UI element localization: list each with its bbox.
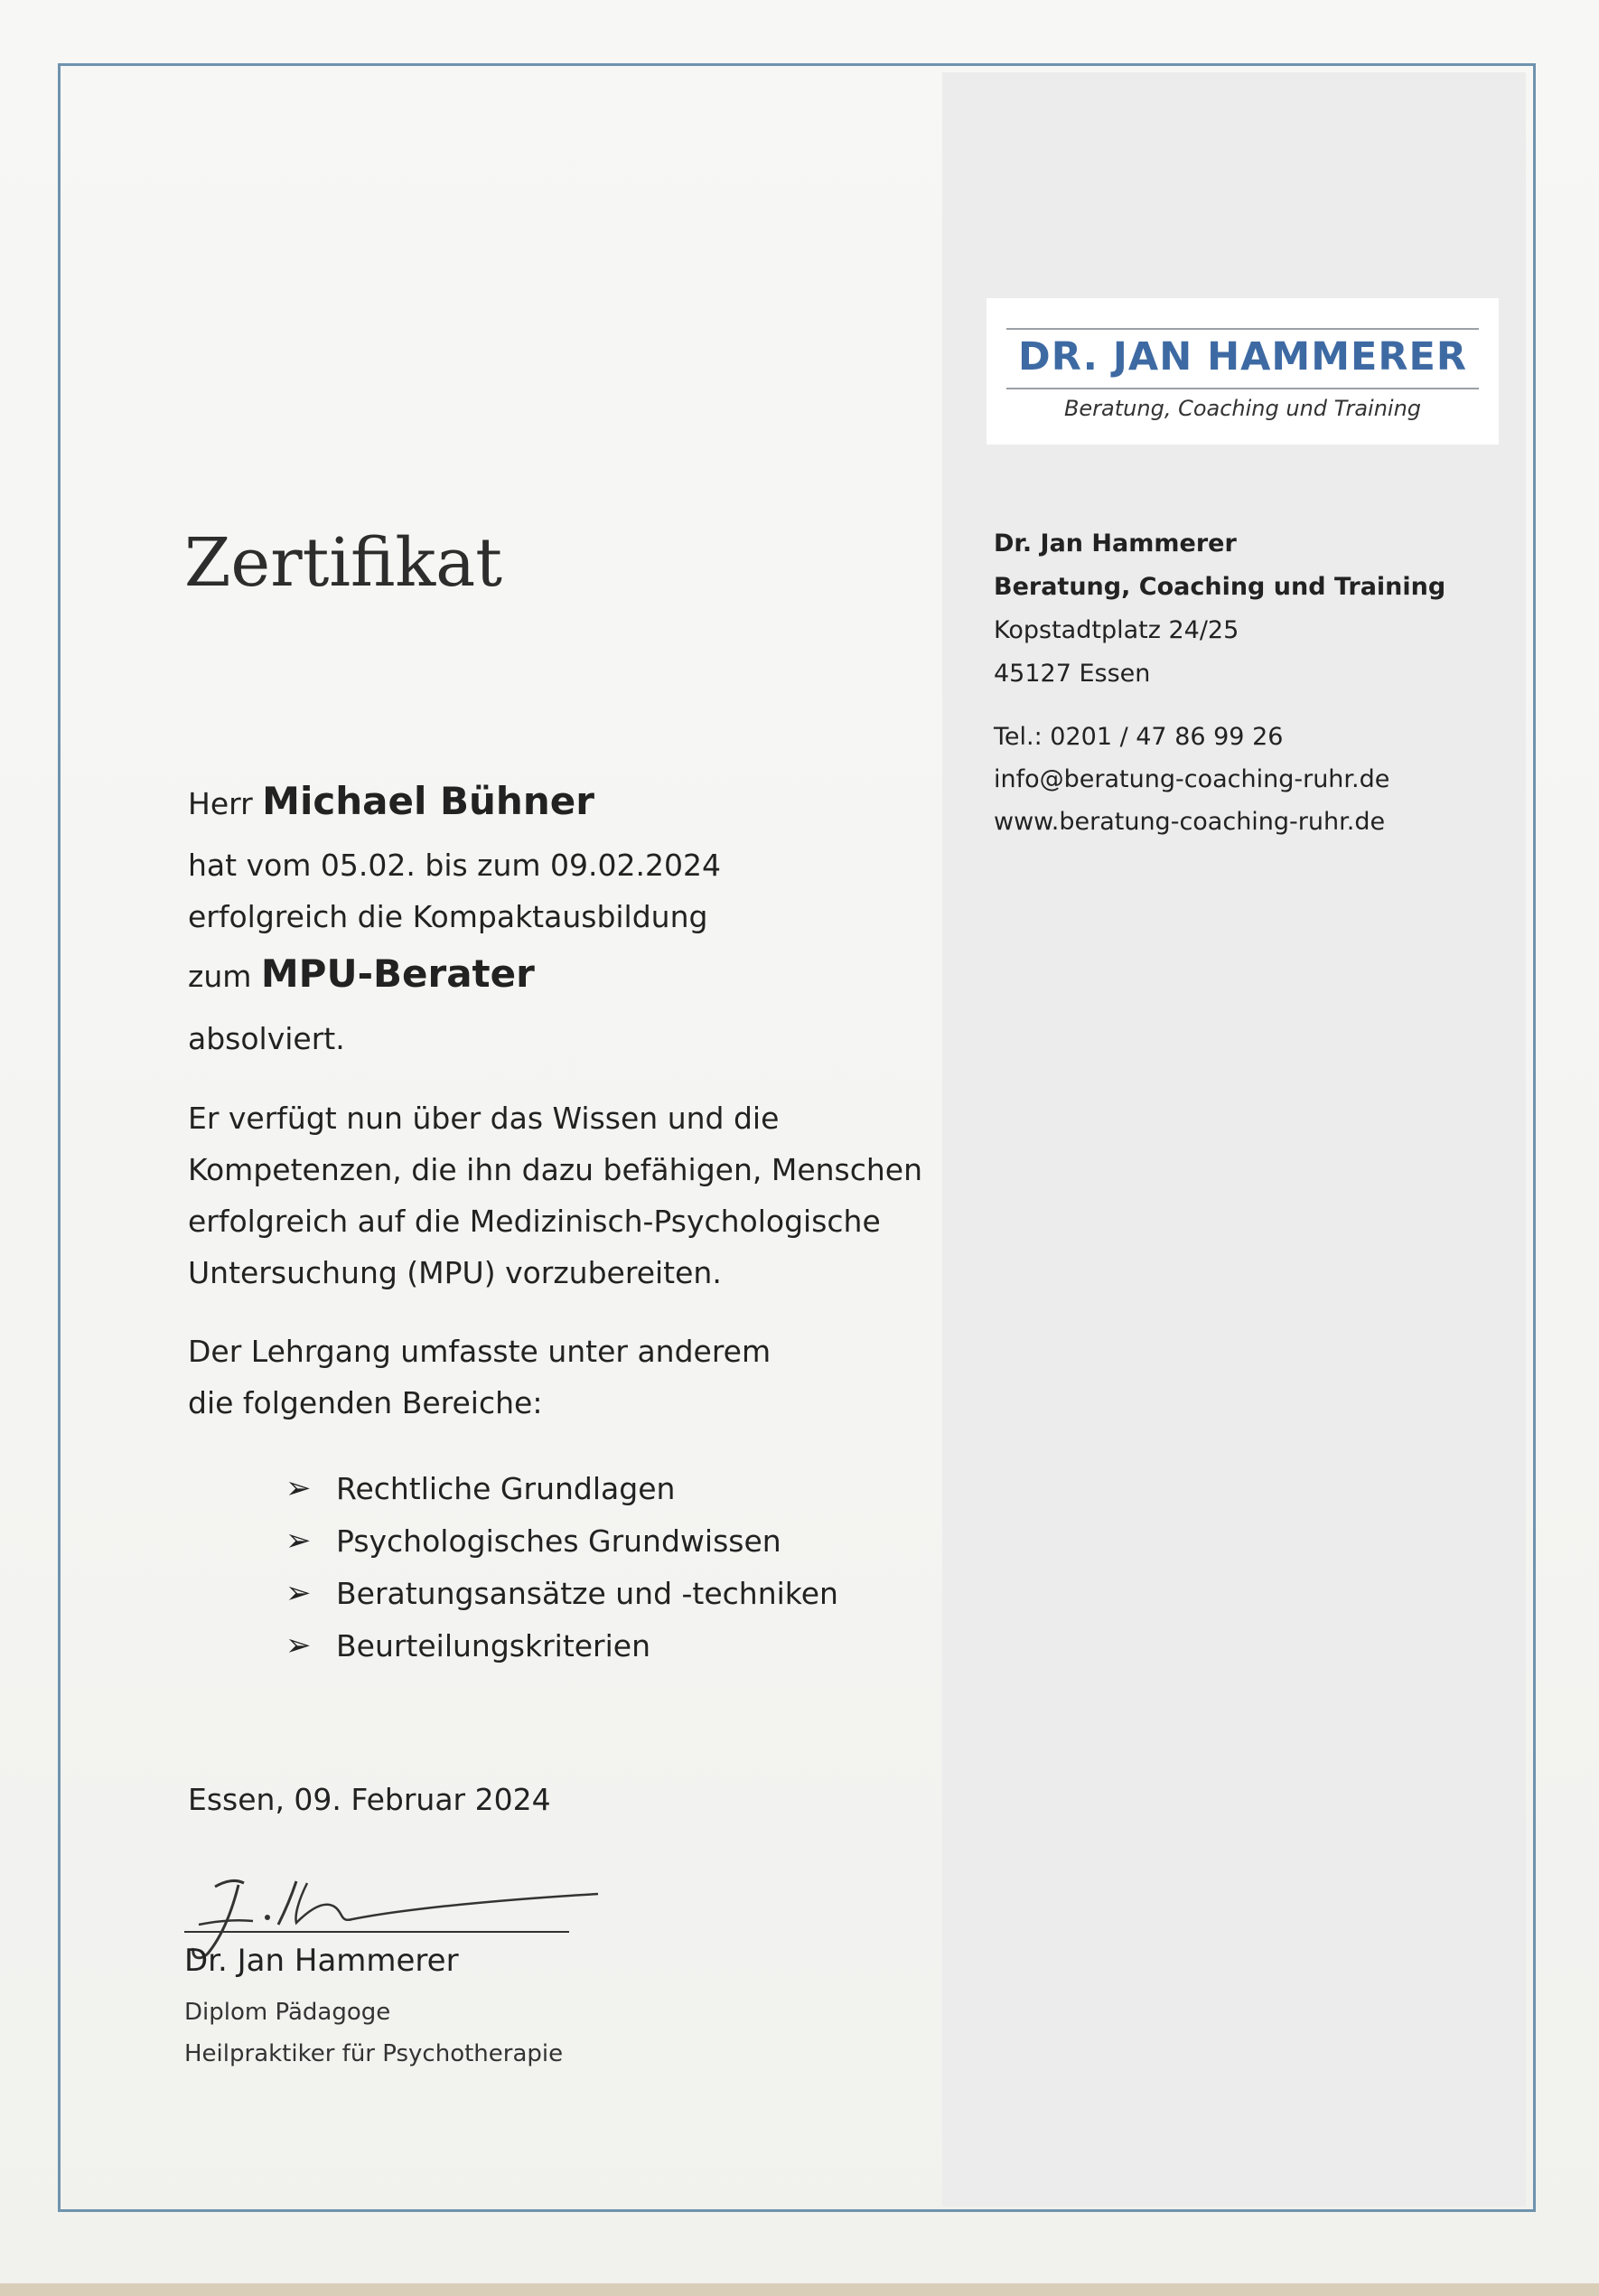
topic-text: Rechtliche Grundlagen [336, 1470, 676, 1506]
list-item [285, 1514, 838, 1567]
address-street: Kopstadtplatz 24/25 [994, 616, 1239, 644]
signer-title-2: Heilpraktiker für Psychotherapie [184, 2040, 564, 2067]
signer-title-1: Diplom Pädagoge [184, 1999, 391, 2026]
address-company: Beratung, Coaching und Training [994, 573, 1446, 601]
paragraph1-line: Kompetenzen, die ihn dazu befähigen, Menschen [188, 1152, 923, 1187]
place-date: Essen, 09. Februar 2024 [188, 1782, 551, 1817]
topic-text: Beratungsansätze und -techniken [336, 1575, 838, 1611]
qualification-line [188, 951, 535, 996]
salutation: Herr [188, 786, 253, 821]
period-line: hat vom 05.02. bis zum 09.02.2024 [188, 848, 721, 883]
topic-text: Psychologisches Grundwissen [336, 1523, 781, 1559]
course-line: erfolgreich die Kompaktausbildung [188, 899, 708, 934]
recipient-line [188, 779, 594, 823]
address-name: Dr. Jan Hammerer [994, 529, 1237, 558]
paragraph2-line: Der Lehrgang umfasste unter anderem [188, 1334, 771, 1369]
recipient-name: Michael Bühner [262, 779, 594, 823]
logo-rule-top [1006, 328, 1479, 330]
list-item [285, 1619, 838, 1672]
paragraph1-line: Untersuchung (MPU) vorzubereiten. [188, 1255, 722, 1290]
logo-rule-bottom [1006, 388, 1479, 389]
arrow-bullet-icon: ➢ [285, 1470, 312, 1506]
signer-name: Dr. Jan Hammerer [184, 1943, 459, 1979]
paragraph1-line: Er verfügt nun über das Wissen und die [188, 1101, 780, 1136]
list-item [285, 1462, 838, 1514]
paragraph1-line: erfolgreich auf die Medizinisch-Psychologische [188, 1204, 881, 1239]
to-prefix: zum [188, 959, 252, 994]
logo-tagline: Beratung, Coaching und Training [1063, 396, 1422, 421]
logo-name: DR. JAN HAMMERER [1018, 334, 1467, 380]
contact-phone: Tel.: 0201 / 47 86 99 26 [994, 723, 1284, 751]
contact-email: info@beratung-coaching-ruhr.de [994, 765, 1390, 793]
certificate-title: Zertifikat [184, 524, 503, 602]
topic-text: Beurteilungskriterien [336, 1627, 651, 1663]
completed-line: absolviert. [188, 1021, 345, 1056]
company-logo [987, 298, 1499, 445]
qualification: MPU-Berater [260, 951, 535, 996]
topic-list [285, 1462, 838, 1672]
contact-info [994, 716, 1389, 843]
paragraph2-line: die folgenden Bereiche: [188, 1385, 543, 1420]
sender-address [994, 522, 1445, 696]
contact-website: www.beratung-coaching-ruhr.de [994, 808, 1386, 836]
address-city: 45127 Essen [994, 660, 1151, 688]
list-item [285, 1567, 838, 1619]
signature-line [184, 1931, 569, 1933]
arrow-bullet-icon: ➢ [285, 1627, 312, 1663]
arrow-bullet-icon: ➢ [285, 1523, 312, 1559]
arrow-bullet-icon: ➢ [285, 1575, 312, 1611]
